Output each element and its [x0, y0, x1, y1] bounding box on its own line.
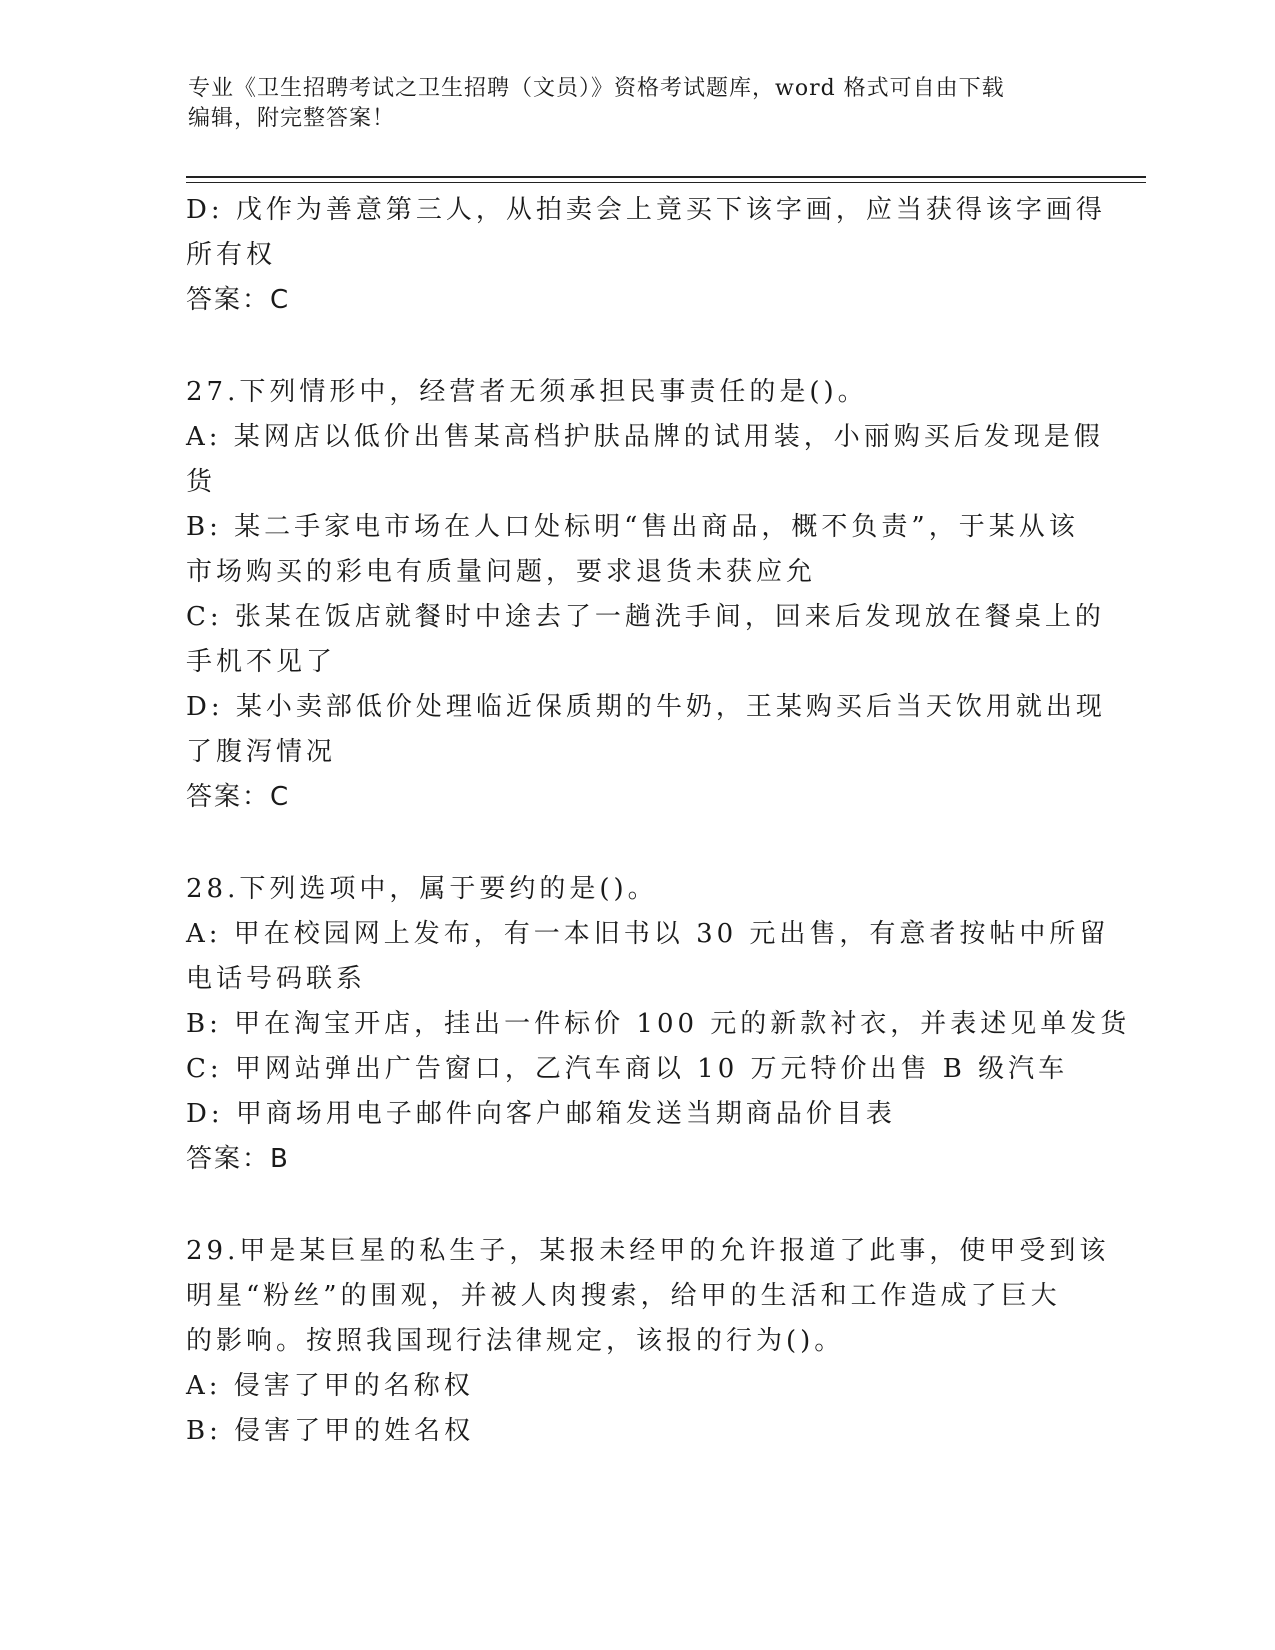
- question-stem-line-1: 29.甲是某巨星的私生子，某报未经甲的允许报道了此事，使甲受到该: [186, 1236, 1110, 1266]
- answer-line: 答案：B: [186, 1144, 290, 1174]
- question-stem: 28.下列选项中，属于要约的是()。: [186, 874, 658, 904]
- option-c-line-2: 手机不见了: [186, 647, 337, 677]
- header-line-2: 编辑，附完整答案！: [188, 106, 396, 131]
- option-b-line-1: B: 甲在淘宝开店，挂出一件标价 100 元的新款衬衣，并表述见单发货: [186, 1009, 1131, 1039]
- answer-line: 答案：C: [186, 285, 291, 315]
- question-29: [186, 1229, 1110, 1454]
- option-d-line-1: D: 甲商场用电子邮件向客户邮箱发送当期商品价目表: [186, 1099, 896, 1129]
- option-a-line-2: 货: [186, 467, 217, 497]
- option-d-line-2: 所有权: [186, 240, 277, 270]
- question-27: [186, 370, 1106, 820]
- question-stem-line-3: 的影响。按照我国现行法律规定，该报的行为()。: [186, 1326, 845, 1356]
- option-d-line-1: D: 某小卖部低价处理临近保质期的牛奶，王某购买后当天饮用就出现: [186, 692, 1106, 722]
- header-rule-thin: [186, 182, 1146, 183]
- header-line-1: 专业《卫生招聘考试之卫生招聘（文员）》资格考试题库，word 格式可自由下载: [188, 76, 1005, 101]
- option-a-line-1: A: 某网店以低价出售某高档护肤品牌的试用装，小丽购买后发现是假: [186, 422, 1104, 452]
- option-d-line-2: 了腹泻情况: [186, 737, 337, 767]
- option-b-line-1: B: 某二手家电市场在人口处标明“售出商品，概不负责”，于某从该: [186, 512, 1079, 542]
- question-stem-line-2: 明星“粉丝”的围观，并被人肉搜索，给甲的生活和工作造成了巨大: [186, 1281, 1061, 1311]
- option-d-line-1: D: 戊作为善意第三人，从拍卖会上竟买下该字画，应当获得该字画得: [186, 195, 1106, 225]
- question-stem: 27.下列情形中，经营者无须承担民事责任的是()。: [186, 377, 868, 407]
- question-content: [186, 188, 1131, 1454]
- option-a-line-1: A: 甲在校园网上发布，有一本旧书以 30 元出售，有意者按帖中所留: [186, 919, 1110, 949]
- option-b-line-1: B: 侵害了甲的姓名权: [186, 1416, 475, 1446]
- spacer: [186, 323, 1066, 370]
- option-c-line-1: C: 甲网站弹出广告窗口，乙汽车商以 10 万元特价出售 B 级汽车: [186, 1054, 1069, 1084]
- page-header: [188, 74, 1068, 134]
- answer-line: 答案：C: [186, 782, 291, 812]
- prev-question-block: [186, 188, 1106, 323]
- option-a-line-2: 电话号码联系: [186, 964, 367, 994]
- option-b-line-2: 市场购买的彩电有质量问题，要求退货未获应允: [186, 557, 817, 587]
- question-28: [186, 867, 1131, 1182]
- option-c-line-1: C: 张某在饭店就餐时中途去了一趟洗手间，回来后发现放在餐桌上的: [186, 602, 1105, 632]
- header-rule-thick: [186, 176, 1146, 178]
- spacer: [186, 1182, 1066, 1229]
- spacer: [186, 820, 1066, 867]
- option-a-line-1: A: 侵害了甲的名称权: [186, 1371, 474, 1401]
